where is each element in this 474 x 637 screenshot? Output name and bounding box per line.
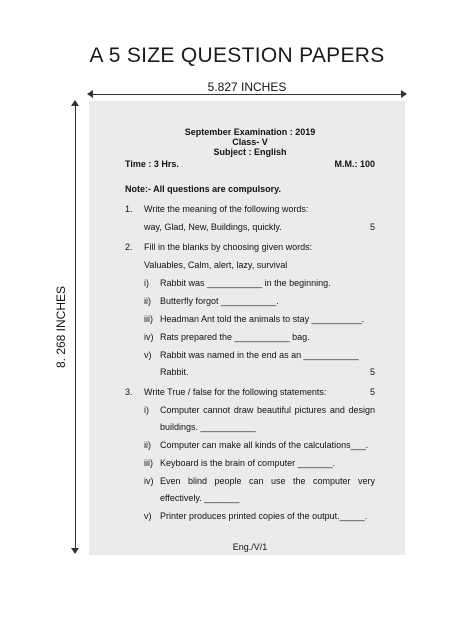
sub-question (144, 459, 375, 468)
word-list: way, Glad, New, Buildings, quickly. (144, 222, 282, 232)
sub-question-text: Rabbit was ___________ in the beginning. (160, 278, 331, 288)
sub-question-body (160, 477, 375, 503)
width-dimension-label (88, 80, 406, 94)
question-2 (125, 243, 375, 377)
sub-question-text: Computer can make all kinds of the calculations___. (160, 440, 369, 450)
sub-question-text: Computer cannot draw beautiful pictures and design (160, 405, 375, 415)
subject-label: Subject : English (213, 147, 287, 157)
height-dimension-arrow (75, 101, 76, 553)
sub-question-text: Printer produces printed copies of the output._____. (160, 511, 368, 521)
sub-question-text: Rabbit was named in the end as an ___________ (160, 350, 359, 360)
sub-question-text: Even blind people can use the computer very (160, 476, 375, 486)
max-marks-label: M.M.: 100 (334, 159, 375, 169)
question-marks: 5 (369, 367, 375, 377)
page-footer: Eng./V/1 (232, 542, 268, 552)
question-paper (89, 101, 405, 555)
question-marks: 5 (369, 387, 375, 397)
sub-question (144, 297, 375, 306)
sub-question-number: iii) (144, 458, 153, 468)
question-1 (125, 205, 375, 232)
sub-question-text: Keyboard is the brain of computer _______. (160, 458, 336, 468)
word-list: Valuables, Calm, alert, lazy, survival (144, 260, 288, 270)
sub-question-number: iv) (144, 332, 154, 342)
sub-question (144, 512, 375, 521)
exam-title: September Examination : 2019 (184, 127, 316, 137)
question-number: 3. (125, 387, 133, 397)
question-3 (125, 388, 375, 521)
exam-meta (125, 160, 375, 169)
question-text: Write the meaning of the following words: (144, 204, 309, 214)
sub-question-number: iii) (144, 314, 153, 324)
sub-question-text: Headman Ant told the animals to stay __________. (160, 314, 365, 324)
question-text: Write True / false for the following statements: (144, 387, 327, 397)
question-text: Fill in the blanks by choosing given words: (144, 242, 313, 252)
question-number: 2. (125, 242, 133, 252)
sub-question-number: ii) (144, 296, 151, 306)
sub-question-text-cont: Rabbit. (160, 367, 189, 377)
question-body (144, 205, 375, 232)
question-marks: 5 (369, 222, 375, 232)
sub-question-number: iv) (144, 476, 154, 486)
page-title: A 5 SIZE QUESTION PAPERS (89, 44, 385, 67)
sub-question (144, 333, 375, 342)
sub-question (144, 441, 375, 450)
question-line (144, 223, 375, 232)
height-label-text: 8. 268 INCHES (54, 282, 68, 372)
instructions-note: Note:- All questions are compulsory. (125, 184, 282, 194)
class-label: Class- V (232, 137, 268, 147)
question-body (144, 388, 375, 521)
question-paper-content (125, 127, 375, 552)
sub-question-number: ii) (144, 440, 151, 450)
sub-question (144, 351, 375, 377)
width-label-text: 5.827 INCHES (204, 80, 291, 94)
question-line (144, 388, 375, 397)
sub-question-text-cont: effectively. _______ (160, 493, 240, 503)
width-dimension-arrow (88, 94, 406, 95)
sub-question-number: i) (144, 405, 149, 415)
question-number: 1. (125, 204, 133, 214)
sub-question-text: Butterfly forgot ___________. (160, 296, 279, 306)
sub-question (144, 477, 375, 503)
sub-question-body (160, 351, 375, 377)
sub-question-number: v) (144, 350, 152, 360)
question-body (144, 243, 375, 377)
time-label: Time : 3 Hrs. (125, 159, 179, 169)
sub-question (144, 279, 375, 288)
sub-question-body (160, 406, 375, 432)
sub-question-number: i) (144, 278, 149, 288)
sub-question (144, 406, 375, 432)
sub-question-text-cont: buildings. ___________ (160, 422, 256, 432)
sub-question-continuation (160, 368, 375, 377)
sub-question (144, 315, 375, 324)
sub-question-number: v) (144, 511, 152, 521)
sub-question-text: Rats prepared the ___________ bag. (160, 332, 310, 342)
